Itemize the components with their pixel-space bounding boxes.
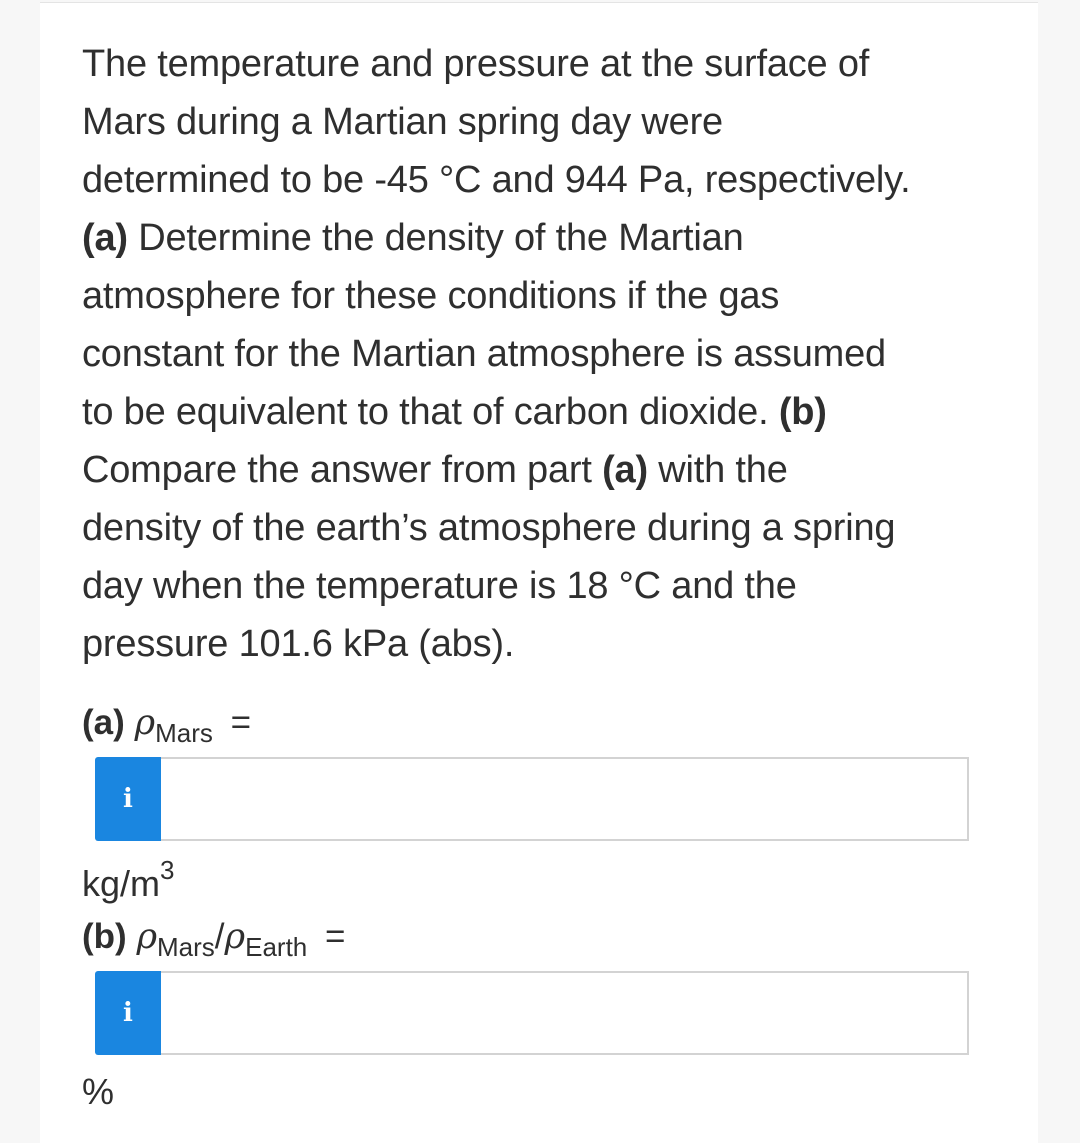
info-icon[interactable]: i <box>95 757 161 841</box>
problem-line: constant for the Martian atmosphere is assumed <box>82 333 886 375</box>
problem-line: atmosphere for these conditions if the gas <box>82 275 780 317</box>
part-b-label-tag: (b) <box>82 917 127 956</box>
part-a-ref: (a) <box>602 449 648 491</box>
rho-symbol: ρ <box>136 917 158 957</box>
info-icon[interactable]: i <box>95 971 161 1055</box>
problem-line: density of the earth’s atmosphere during a spring <box>82 507 896 549</box>
part-b-label <box>82 917 346 962</box>
problem-line: with the <box>647 449 788 491</box>
rho-symbol: ρ <box>224 917 246 957</box>
problem-line: Compare the answer from part <box>82 449 603 491</box>
problem-line: Mars during a Martian spring day were <box>82 101 723 143</box>
equals-sign: = <box>325 917 346 956</box>
problem-line: to be equivalent to that of carbon dioxide. <box>82 391 779 433</box>
part-a-label-tag: (a) <box>82 703 125 742</box>
part-b-tag: (b) <box>778 391 827 433</box>
ratio-slash: / <box>214 917 225 956</box>
rho-symbol: ρ <box>134 703 156 743</box>
equals-sign: = <box>230 703 252 742</box>
rho-subscript-mars: Mars <box>155 718 213 748</box>
problem-line: pressure 101.6 kPa (abs). <box>82 623 515 665</box>
rho-subscript-mars: Mars <box>157 932 215 962</box>
problem-line: determined to be -45 °C and 944 Pa, respectively. <box>82 159 911 201</box>
part-b-unit: % <box>82 1071 115 1112</box>
part-a-unit <box>82 855 175 905</box>
part-b-answer-row <box>95 971 969 1055</box>
part-a-answer-input[interactable] <box>161 757 969 841</box>
problem-statement <box>82 35 982 673</box>
problem-line: The temperature and pressure at the surface of <box>82 43 870 85</box>
unit-exponent: 3 <box>160 855 175 885</box>
problem-line: Determine the density of the Martian <box>127 217 744 259</box>
problem-line: day when the temperature is 18 °C and the <box>82 565 797 607</box>
part-b-answer-input[interactable] <box>161 971 969 1055</box>
part-a-label <box>82 703 252 748</box>
part-a-tag: (a) <box>82 217 128 259</box>
part-a-answer-row <box>95 757 969 841</box>
unit-base: kg/m <box>82 863 161 904</box>
question-card <box>40 2 1038 1143</box>
rho-subscript-earth: Earth <box>245 932 308 962</box>
